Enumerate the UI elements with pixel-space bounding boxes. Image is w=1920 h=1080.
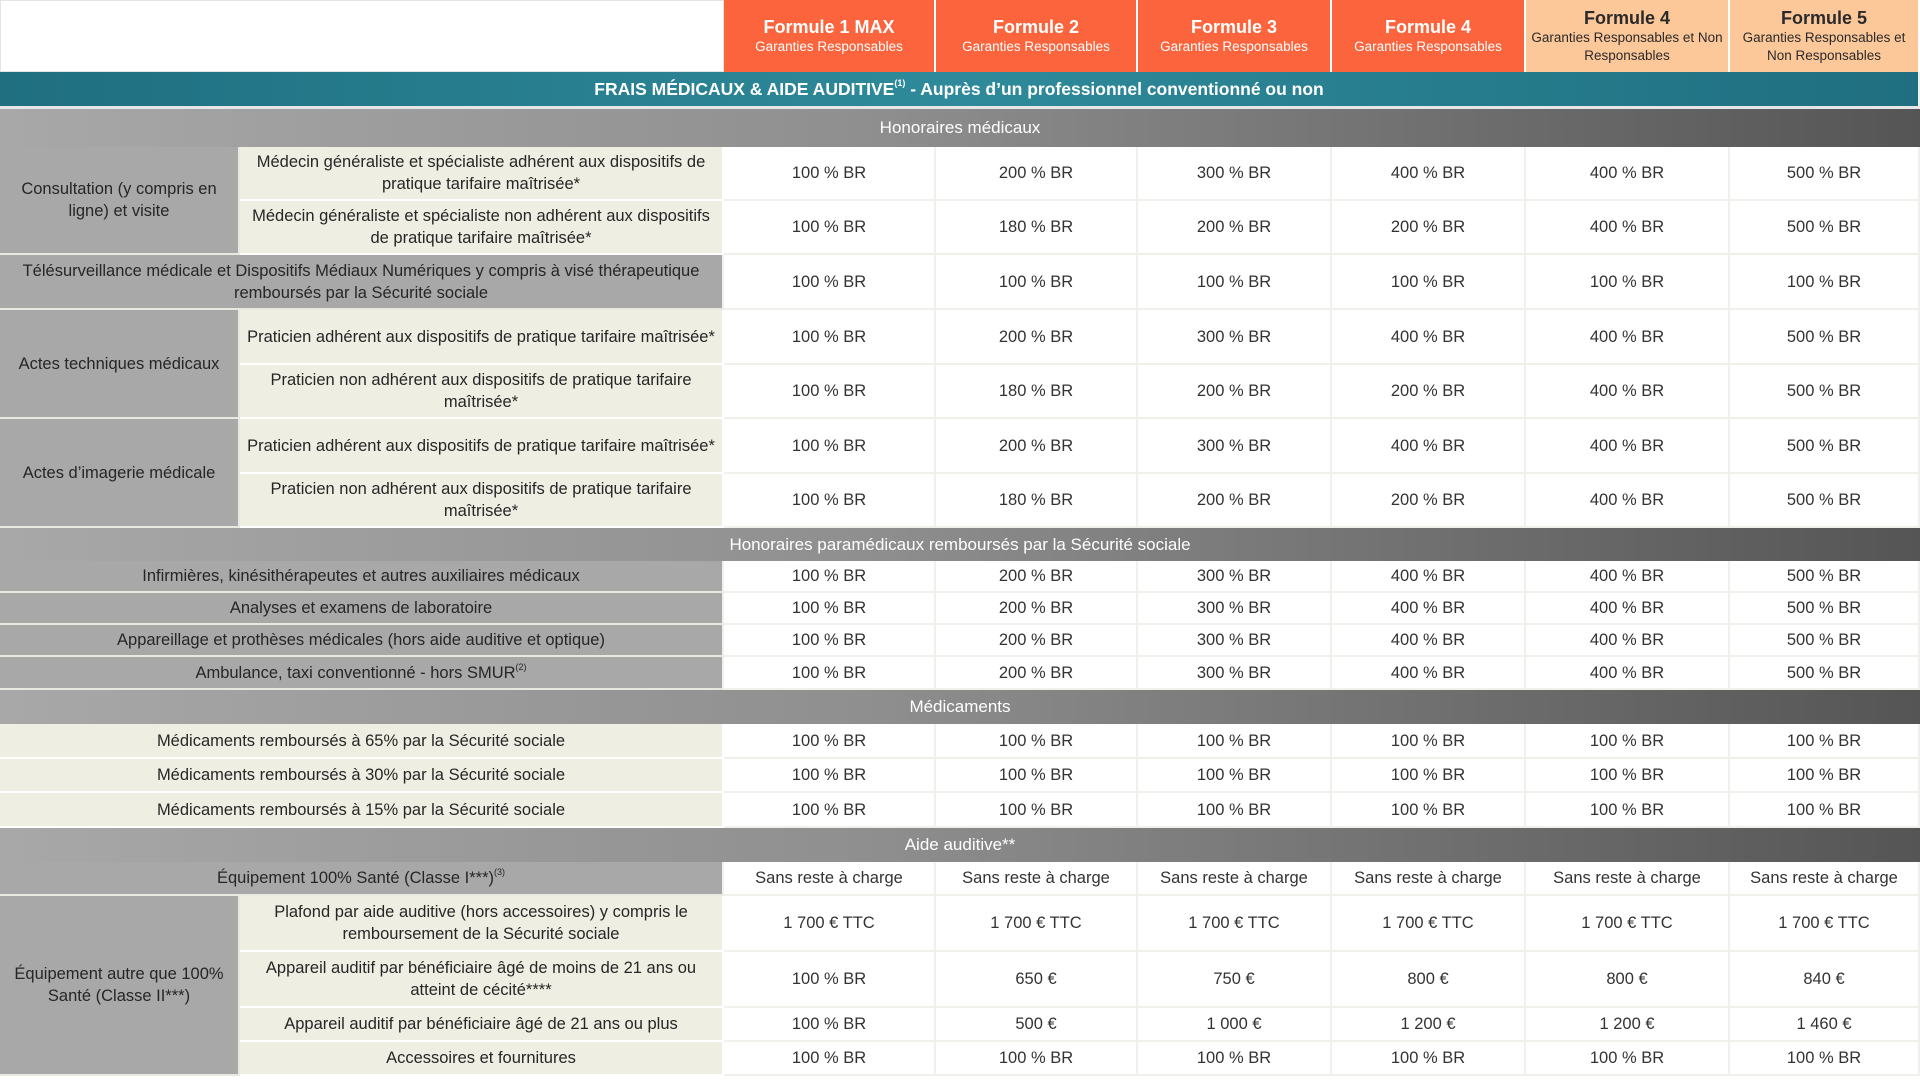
value-cell: 400 % BR xyxy=(1526,474,1730,528)
formule-title: Formule 4 xyxy=(1384,17,1472,37)
value-cell: 1 700 € TTC xyxy=(1138,896,1332,952)
table-row xyxy=(0,657,1920,690)
value-cell: 300 % BR xyxy=(1138,419,1332,474)
banner-row xyxy=(0,72,1920,109)
value-cell: 100 % BR xyxy=(936,793,1138,828)
value-cell: 100 % BR xyxy=(1332,255,1526,310)
row-label: Appareil auditif par bénéficiaire âgé de moins de 21 ans ou atteint de cécité**** xyxy=(240,952,724,1008)
banner-text: FRAIS MÉDICAUX & AIDE AUDITIVE xyxy=(594,79,895,99)
value-cell: 100 % BR xyxy=(724,474,936,528)
value-cell: 100 % BR xyxy=(1332,793,1526,828)
value-cell: 100 % BR xyxy=(1526,255,1730,310)
value-cell: 180 % BR xyxy=(936,365,1138,419)
value-cell: 100 % BR xyxy=(1730,793,1920,828)
table-row xyxy=(0,310,1920,365)
value-cell: 300 % BR xyxy=(1138,625,1332,657)
value-cell: 100 % BR xyxy=(724,147,936,201)
table-row xyxy=(0,1008,1920,1042)
value-cell: 100 % BR xyxy=(1730,1042,1920,1076)
value-cell: 180 % BR xyxy=(936,474,1138,528)
value-cell: 100 % BR xyxy=(1730,759,1920,793)
value-cell: 100 % BR xyxy=(936,1042,1138,1076)
value-cell: 100 % BR xyxy=(724,255,936,310)
table-row xyxy=(0,952,1920,1008)
row-label xyxy=(0,657,724,690)
value-cell: 400 % BR xyxy=(1526,147,1730,201)
formule-title: Formule 5 xyxy=(1780,8,1868,28)
value-cell: 300 % BR xyxy=(1138,657,1332,690)
value-cell: 100 % BR xyxy=(936,724,1138,759)
value-cell: 500 € xyxy=(936,1008,1138,1042)
table-row xyxy=(0,201,1920,255)
formule-title: Formule 3 xyxy=(1190,17,1278,37)
value-cell: 100 % BR xyxy=(1138,1042,1332,1076)
value-cell: 100 % BR xyxy=(1138,793,1332,828)
value-cell: 400 % BR xyxy=(1332,419,1526,474)
table-row xyxy=(0,365,1920,419)
formule-title: Formule 2 xyxy=(992,17,1080,37)
value-cell: 200 % BR xyxy=(936,147,1138,201)
value-cell: 400 % BR xyxy=(1526,419,1730,474)
table-row xyxy=(0,1042,1920,1076)
value-cell: 100 % BR xyxy=(724,1008,936,1042)
value-cell: 200 % BR xyxy=(936,561,1138,593)
value-cell: 100 % BR xyxy=(724,759,936,793)
formule-subtitle: Garanties Responsables xyxy=(1354,39,1502,54)
formule-subtitle: Garanties Responsables et Non Responsables xyxy=(1531,30,1723,63)
value-cell: 400 % BR xyxy=(1526,657,1730,690)
table-row xyxy=(0,862,1920,896)
value-cell: 1 700 € TTC xyxy=(1332,896,1526,952)
value-cell: 200 % BR xyxy=(936,419,1138,474)
value-cell: 200 % BR xyxy=(1332,201,1526,255)
value-cell: 200 % BR xyxy=(1138,201,1332,255)
value-cell: 400 % BR xyxy=(1332,593,1526,625)
section-row xyxy=(0,528,1920,561)
formule-header xyxy=(936,0,1138,72)
table-row xyxy=(0,419,1920,474)
row-label-text: Analyses et examens de laboratoire xyxy=(229,599,493,617)
table-row xyxy=(0,793,1920,828)
value-cell: 300 % BR xyxy=(1138,310,1332,365)
row-label-telesurveillance: Télésurveillance médicale et Dispositifs Médiaux Numériques y compris à visé thérapeutique remboursés par la Sécurité sociale xyxy=(0,255,724,310)
value-cell: 1 700 € TTC xyxy=(724,896,936,952)
row-footnote: (3) xyxy=(494,867,505,877)
value-cell: 500 % BR xyxy=(1730,201,1920,255)
value-cell: 100 % BR xyxy=(1138,759,1332,793)
value-cell: 400 % BR xyxy=(1332,147,1526,201)
value-cell: Sans reste à charge xyxy=(1138,862,1332,896)
value-cell: 500 % BR xyxy=(1730,419,1920,474)
formule-header xyxy=(724,0,936,72)
value-cell: 200 % BR xyxy=(936,657,1138,690)
section-aide-auditive: Aide auditive** xyxy=(0,828,1920,862)
formule-header xyxy=(1526,0,1730,72)
value-cell: 800 € xyxy=(1526,952,1730,1008)
row-label: Médecin généraliste et spécialiste adhérent aux dispositifs de pratique tarifaire maîtrisée* xyxy=(240,147,724,201)
formule-subtitle: Garanties Responsables xyxy=(962,39,1110,54)
formule-header xyxy=(1138,0,1332,72)
value-cell: 400 % BR xyxy=(1332,657,1526,690)
category-classe-2: Équipement autre que 100% Santé (Classe II***) xyxy=(0,896,240,1076)
value-cell: 200 % BR xyxy=(1138,365,1332,419)
value-cell: 100 % BR xyxy=(724,310,936,365)
value-cell: 300 % BR xyxy=(1138,147,1332,201)
formule-subtitle: Garanties Responsables xyxy=(1160,39,1308,54)
value-cell: 500 % BR xyxy=(1730,593,1920,625)
row-label: Praticien adhérent aux dispositifs de pratique tarifaire maîtrisée* xyxy=(240,310,724,365)
row-label: Appareil auditif par bénéficiaire âgé de 21 ans ou plus xyxy=(240,1008,724,1042)
value-cell: 1 700 € TTC xyxy=(1730,896,1920,952)
category-actes-techniques: Actes techniques médicaux xyxy=(0,310,240,419)
table-row xyxy=(0,147,1920,201)
formule-subtitle: Garanties Responsables et Non Responsables xyxy=(1742,30,1906,63)
table-row xyxy=(0,625,1920,657)
value-cell: 400 % BR xyxy=(1526,593,1730,625)
row-label-text: Appareillage et prothèses médicales (hors aide auditive et optique) xyxy=(117,631,605,649)
value-cell: 500 % BR xyxy=(1730,657,1920,690)
row-label xyxy=(0,862,724,896)
value-cell: Sans reste à charge xyxy=(1332,862,1526,896)
value-cell: 100 % BR xyxy=(724,419,936,474)
formule-title: Formule 1 MAX xyxy=(763,17,895,37)
value-cell: 400 % BR xyxy=(1526,201,1730,255)
value-cell: 400 % BR xyxy=(1526,310,1730,365)
value-cell: Sans reste à charge xyxy=(1730,862,1920,896)
section-paramedicaux: Honoraires paramédicaux remboursés par la Sécurité sociale xyxy=(0,528,1920,561)
row-label: Plafond par aide auditive (hors accessoires) y compris le remboursement de la Sécurité sociale xyxy=(240,896,724,952)
category-consultation: Consultation (y compris en ligne) et visite xyxy=(0,147,240,255)
table-row xyxy=(0,474,1920,528)
row-label: Médicaments remboursés à 15% par la Sécurité sociale xyxy=(0,793,724,828)
value-cell: 100 % BR xyxy=(1526,724,1730,759)
row-label-text: Ambulance, taxi conventionné - hors SMUR xyxy=(195,663,516,682)
section-honoraires-medicaux: Honoraires médicaux xyxy=(0,109,1920,147)
value-cell: 100 % BR xyxy=(724,1042,936,1076)
value-cell: 200 % BR xyxy=(936,625,1138,657)
section-row xyxy=(0,828,1920,862)
value-cell: 500 % BR xyxy=(1730,365,1920,419)
value-cell: 200 % BR xyxy=(1332,365,1526,419)
table-row xyxy=(0,759,1920,793)
formule-subtitle: Garanties Responsables xyxy=(755,39,903,54)
value-cell: 1 700 € TTC xyxy=(936,896,1138,952)
value-cell: 100 % BR xyxy=(724,365,936,419)
table-row xyxy=(0,561,1920,593)
value-cell: 200 % BR xyxy=(936,310,1138,365)
value-cell: 100 % BR xyxy=(724,952,936,1008)
value-cell: 840 € xyxy=(1730,952,1920,1008)
value-cell: 100 % BR xyxy=(1138,255,1332,310)
row-label: Médicaments remboursés à 30% par la Sécurité sociale xyxy=(0,759,724,793)
value-cell: 400 % BR xyxy=(1332,310,1526,365)
value-cell: 200 % BR xyxy=(936,593,1138,625)
value-cell: 100 % BR xyxy=(1526,793,1730,828)
row-label: Praticien non adhérent aux dispositifs de pratique tarifaire maîtrisée* xyxy=(240,474,724,528)
value-cell: Sans reste à charge xyxy=(1526,862,1730,896)
banner-footnote: (1) xyxy=(894,78,906,88)
row-label: Praticien adhérent aux dispositifs de pratique tarifaire maîtrisée* xyxy=(240,419,724,474)
value-cell: 400 % BR xyxy=(1332,625,1526,657)
value-cell: 100 % BR xyxy=(1730,255,1920,310)
header-corner xyxy=(0,0,724,72)
value-cell: 100 % BR xyxy=(1138,724,1332,759)
value-cell: 1 200 € xyxy=(1526,1008,1730,1042)
formules-header-row xyxy=(0,0,1920,72)
row-label: Accessoires et fournitures xyxy=(240,1042,724,1076)
value-cell: 100 % BR xyxy=(724,724,936,759)
formule-title: Formule 4 xyxy=(1583,8,1671,28)
row-label: Médecin généraliste et spécialiste non adhérent aux dispositifs de pratique tarifaire maîtrisée* xyxy=(240,201,724,255)
row-label xyxy=(0,593,724,625)
table-row xyxy=(0,724,1920,759)
value-cell: 100 % BR xyxy=(1730,724,1920,759)
main-banner xyxy=(0,72,1920,109)
value-cell: 400 % BR xyxy=(1526,625,1730,657)
value-cell: 500 % BR xyxy=(1730,561,1920,593)
value-cell: 100 % BR xyxy=(724,657,936,690)
value-cell: 300 % BR xyxy=(1138,593,1332,625)
value-cell: 200 % BR xyxy=(1332,474,1526,528)
value-cell: 100 % BR xyxy=(724,625,936,657)
row-label: Praticien non adhérent aux dispositifs de pratique tarifaire maîtrisée* xyxy=(240,365,724,419)
value-cell: 500 % BR xyxy=(1730,625,1920,657)
section-medicaments: Médicaments xyxy=(0,690,1920,724)
table-row xyxy=(0,896,1920,952)
value-cell: 100 % BR xyxy=(1332,724,1526,759)
formule-header xyxy=(1730,0,1920,72)
value-cell: 500 % BR xyxy=(1730,310,1920,365)
value-cell: 180 % BR xyxy=(936,201,1138,255)
value-cell: 300 % BR xyxy=(1138,561,1332,593)
value-cell: 100 % BR xyxy=(1526,759,1730,793)
value-cell: 100 % BR xyxy=(724,593,936,625)
value-cell: 100 % BR xyxy=(1332,1042,1526,1076)
category-imagerie: Actes d’imagerie médicale xyxy=(0,419,240,528)
value-cell: 1 000 € xyxy=(1138,1008,1332,1042)
row-label: Médicaments remboursés à 65% par la Sécurité sociale xyxy=(0,724,724,759)
value-cell: 100 % BR xyxy=(724,201,936,255)
value-cell: 100 % BR xyxy=(1332,759,1526,793)
value-cell: 800 € xyxy=(1332,952,1526,1008)
value-cell: 1 460 € xyxy=(1730,1008,1920,1042)
value-cell: 500 % BR xyxy=(1730,474,1920,528)
value-cell: 500 % BR xyxy=(1730,147,1920,201)
row-label xyxy=(0,561,724,593)
value-cell: 200 % BR xyxy=(1138,474,1332,528)
value-cell: Sans reste à charge xyxy=(936,862,1138,896)
value-cell: 1 700 € TTC xyxy=(1526,896,1730,952)
value-cell: 100 % BR xyxy=(724,561,936,593)
section-row xyxy=(0,690,1920,724)
row-label-text: Équipement 100% Santé (Classe I***) xyxy=(217,869,494,887)
value-cell: 100 % BR xyxy=(936,255,1138,310)
formule-header xyxy=(1332,0,1526,72)
value-cell: 100 % BR xyxy=(724,793,936,828)
value-cell: 400 % BR xyxy=(1526,365,1730,419)
value-cell: 400 % BR xyxy=(1332,561,1526,593)
value-cell: 400 % BR xyxy=(1526,561,1730,593)
value-cell: 750 € xyxy=(1138,952,1332,1008)
table-row xyxy=(0,255,1920,310)
value-cell: 1 200 € xyxy=(1332,1008,1526,1042)
value-cell: 650 € xyxy=(936,952,1138,1008)
banner-text-after: - Auprès d’un professionnel conventionné ou non xyxy=(905,79,1324,99)
section-row xyxy=(0,109,1920,147)
row-label-text: Infirmières, kinésithérapeutes et autres auxiliaires médicaux xyxy=(142,567,580,585)
row-footnote: (2) xyxy=(515,661,527,672)
table-row xyxy=(0,593,1920,625)
value-cell: Sans reste à charge xyxy=(724,862,936,896)
row-label xyxy=(0,625,724,657)
value-cell: 100 % BR xyxy=(1526,1042,1730,1076)
value-cell: 100 % BR xyxy=(936,759,1138,793)
